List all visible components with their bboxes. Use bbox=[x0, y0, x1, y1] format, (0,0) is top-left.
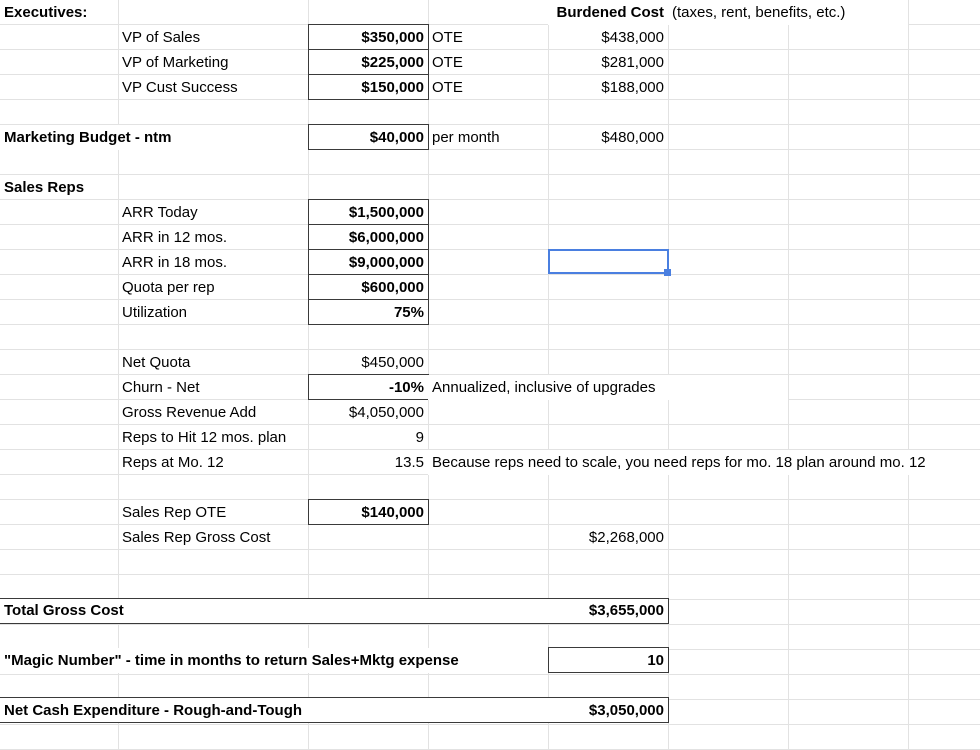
executives-header[interactable]: Executives: bbox=[4, 4, 88, 21]
reps-at-12-note[interactable]: Because reps need to scale, you need reps for mo. 18 plan around mo. 12 bbox=[428, 450, 980, 475]
marketing-budget-annual[interactable]: $480,000 bbox=[601, 129, 664, 146]
fill-handle[interactable] bbox=[664, 269, 671, 276]
row-divider bbox=[0, 574, 980, 575]
utilization-value[interactable]: 75% bbox=[308, 299, 429, 325]
churn-label[interactable]: Churn - Net bbox=[122, 379, 200, 396]
row-divider bbox=[0, 174, 980, 175]
burdened-cost-note[interactable]: (taxes, rent, benefits, etc.) bbox=[668, 0, 908, 25]
vp-sales-ote-unit[interactable]: OTE bbox=[432, 29, 463, 46]
row-divider bbox=[0, 624, 980, 625]
gross-revenue-add-value[interactable]: $4,050,000 bbox=[348, 404, 424, 421]
burdened-cost-header[interactable]: Burdened Cost bbox=[548, 0, 668, 25]
rep-gross-cost-value[interactable]: $2,268,000 bbox=[588, 529, 664, 546]
quota-per-rep-value[interactable]: $600,000 bbox=[308, 274, 429, 300]
reps-at-12-value[interactable]: 13.5 bbox=[394, 454, 424, 471]
arr-18-value[interactable]: $9,000,000 bbox=[308, 249, 429, 275]
gross-revenue-add-label[interactable]: Gross Revenue Add bbox=[122, 404, 257, 421]
reps-to-hit-value[interactable]: 9 bbox=[415, 429, 424, 446]
rep-gross-cost-label[interactable]: Sales Rep Gross Cost bbox=[122, 529, 271, 546]
vp-marketing-ote-value[interactable]: $225,000 bbox=[308, 49, 429, 75]
total-gross-cost-label[interactable]: Total Gross Cost bbox=[4, 602, 124, 619]
vp-marketing-burdened[interactable]: $281,000 bbox=[601, 54, 664, 71]
column-divider bbox=[908, 0, 909, 750]
arr-12-value[interactable]: $6,000,000 bbox=[308, 224, 429, 250]
vp-sales-ote-value[interactable]: $350,000 bbox=[308, 24, 429, 50]
reps-at-12-label[interactable]: Reps at Mo. 12 bbox=[122, 454, 224, 471]
total-gross-cost-value[interactable]: $3,655,000 bbox=[588, 602, 664, 619]
net-quota-value[interactable]: $450,000 bbox=[361, 354, 424, 371]
rep-ote-label[interactable]: Sales Rep OTE bbox=[122, 504, 227, 521]
reps-to-hit-label[interactable]: Reps to Hit 12 mos. plan bbox=[122, 429, 287, 446]
vp-cust-success-label[interactable]: VP Cust Success bbox=[122, 79, 238, 96]
magic-number-value[interactable]: 10 bbox=[548, 647, 669, 673]
vp-cust-success-ote-unit[interactable]: OTE bbox=[432, 79, 463, 96]
quota-per-rep-label[interactable]: Quota per rep bbox=[122, 279, 215, 296]
arr-today-value[interactable]: $1,500,000 bbox=[308, 199, 429, 225]
net-cash-value[interactable]: $3,050,000 bbox=[588, 702, 664, 719]
utilization-label[interactable]: Utilization bbox=[122, 304, 188, 321]
marketing-budget-unit[interactable]: per month bbox=[432, 129, 500, 146]
row-divider bbox=[0, 724, 980, 725]
arr-today-label[interactable]: ARR Today bbox=[122, 204, 198, 221]
column-divider bbox=[788, 0, 789, 750]
net-quota-label[interactable]: Net Quota bbox=[122, 354, 191, 371]
churn-value[interactable]: -10% bbox=[308, 374, 429, 400]
churn-note[interactable]: Annualized, inclusive of upgrades bbox=[428, 375, 788, 400]
marketing-budget-value[interactable]: $40,000 bbox=[308, 124, 429, 150]
arr-18-label[interactable]: ARR in 18 mos. bbox=[122, 254, 228, 271]
marketing-budget-label[interactable]: Marketing Budget - ntm bbox=[0, 125, 308, 150]
vp-cust-success-burdened[interactable]: $188,000 bbox=[601, 79, 664, 96]
rep-ote-value[interactable]: $140,000 bbox=[308, 499, 429, 525]
vp-cust-success-ote-value[interactable]: $150,000 bbox=[308, 74, 429, 100]
vp-sales-burdened[interactable]: $438,000 bbox=[601, 29, 664, 46]
vp-marketing-label[interactable]: VP of Marketing bbox=[122, 54, 229, 71]
row-divider bbox=[0, 674, 980, 675]
vp-sales-label[interactable]: VP of Sales bbox=[122, 29, 201, 46]
vp-marketing-ote-unit[interactable]: OTE bbox=[432, 54, 463, 71]
net-cash-label[interactable]: Net Cash Expenditure - Rough-and-Tough bbox=[4, 702, 303, 719]
selected-cell[interactable] bbox=[548, 249, 669, 274]
sales-reps-header[interactable]: Sales Reps bbox=[4, 179, 85, 196]
arr-12-label[interactable]: ARR in 12 mos. bbox=[122, 229, 228, 246]
magic-number-label[interactable]: "Magic Number" - time in months to return Sales+Mktg expense bbox=[0, 648, 548, 673]
